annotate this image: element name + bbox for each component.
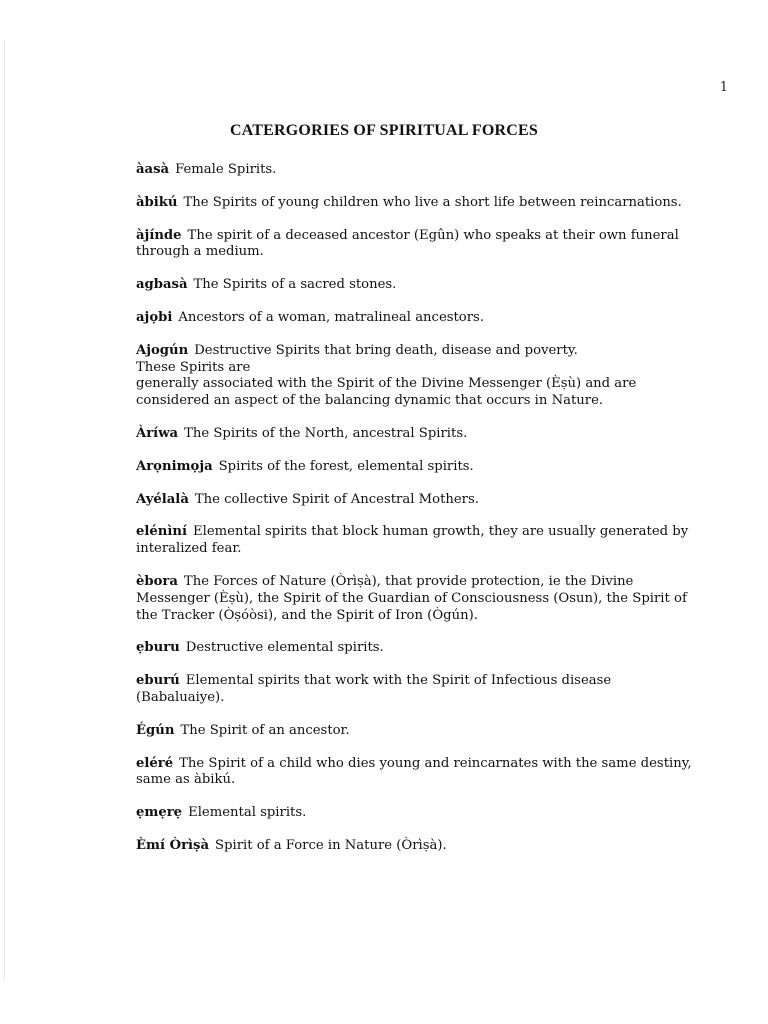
entry-term: Arọnimọja [136,458,213,474]
entry-term: àasà [136,162,170,177]
entry-definition: Elemental spirits that block human growth, they are usually generated by interalized fear. [136,524,689,557]
entry-term: àjínde [136,227,182,243]
entry-elere [136,756,696,790]
entry-egun [136,723,696,740]
entry-emere [136,805,696,822]
entry-definition-continued: generally associated with the Spirit of the Divine Messenger (Èṣù) and are considered an aspect of the balancing dynamic that occurs in Nature. [136,376,637,409]
entry-definition: Spirit of a Force in Nature (Òrìṣà). [215,837,447,853]
document-title: CATERGORIES OF SPIRITUAL FORCES [229,122,539,139]
entry-eburu-infectious [136,673,696,707]
entry-definition: The spirit of a deceased ancestor (Egûn) who speaks at their own funeral through a medium. [136,227,679,260]
entry-definition: The Forces of Nature (Òrìṣà), that provide protection, ie the Divine Messenger (Èṣù), the Spirit of the Guardian of Consciousness (Osun), the Spirit of the Tracker (Òṣóòsi), and the Spirit of Iron (Ògún). [136,573,687,623]
entry-ebora [136,574,696,624]
entry-ariwa [136,426,696,443]
entry-term: Èmí Òrìṣà [136,837,210,853]
entry-aasa [136,162,696,179]
entry-term: Àríwa [136,425,179,441]
entry-aronimoja [136,459,696,476]
entry-definition: The collective Spirit of Ancestral Mothers. [194,491,479,507]
entry-definition: Spirits of the forest, elemental spirits. [218,458,474,474]
entry-ajobi [136,310,696,327]
entry-term: Égún [136,722,175,738]
entry-term: eléré [136,755,174,771]
entry-eburu-destructive [136,640,696,657]
entry-definition: The Spirits of the North, ancestral Spirits. [184,425,468,441]
entry-term: Ajogún [136,342,189,358]
entry-term: ẹburu [136,640,180,656]
entry-term: Ayélalà [136,491,189,507]
entry-definition: Destructive Spirits that bring death, disease and poverty. [194,342,578,358]
entry-definition: Elemental spirits that work with the Spirit of Infectious disease (Babaluaiye). [136,673,612,705]
entry-abiku [136,195,696,212]
entry-definition: The Spirit of an ancestor. [180,722,350,738]
entry-term: ẹmẹrẹ [136,805,183,821]
entry-emi-orisa [136,838,696,855]
entry-definition: The Spirits of a sacred stones. [193,277,397,293]
entry-agbasa [136,277,696,294]
page-edge-line [4,40,5,980]
entry-term: àbikú [136,194,178,210]
entry-ajogun [136,343,696,410]
entry-definition: The Spirits of young children who live a short life between reincarnations. [183,194,682,210]
entry-ajinde [136,228,696,262]
entry-term: elénìní [136,524,187,540]
entry-definition: Destructive elemental spirits. [185,640,384,656]
entry-ayelala [136,492,696,509]
entry-term: eburú [136,673,180,689]
entry-definition: Female Spirits. [175,162,277,177]
entry-term: èbora [136,573,178,589]
entry-term: agbasà [136,277,188,293]
page-number: 1 [719,80,728,95]
entries-list [136,162,696,871]
entry-definition-continued: These Spirits are [136,359,251,375]
entry-term: ajọbi [136,309,173,325]
entry-eleniini [136,524,696,558]
entry-definition: Elemental spirits. [188,805,307,821]
entry-definition: Ancestors of a woman, matralineal ancestors. [178,309,485,325]
entry-definition: The Spirit of a child who dies young and reincarnates with the same destiny, same as àbikú. [136,755,692,788]
